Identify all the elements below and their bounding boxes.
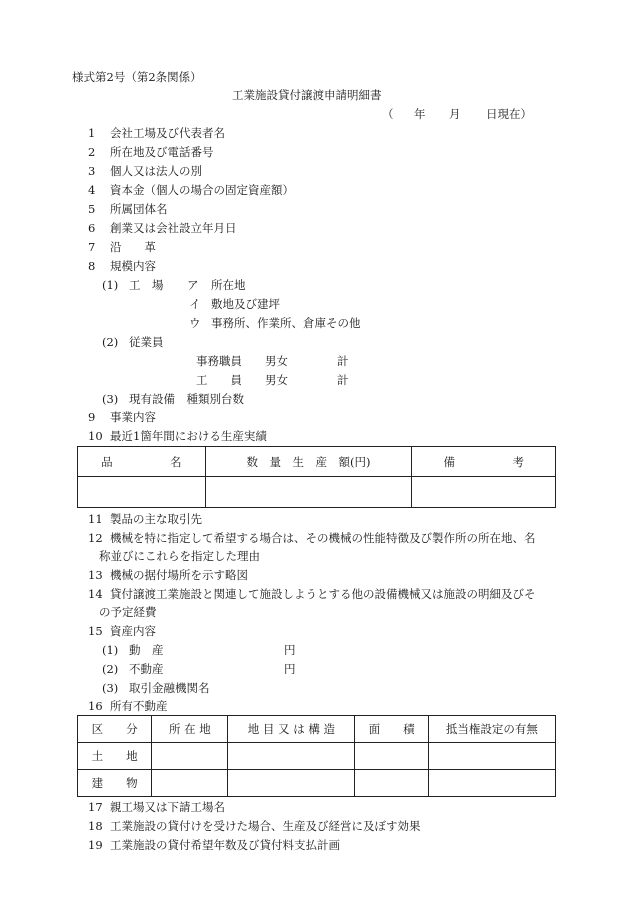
workers-gender: 男女 <box>265 373 288 387</box>
item-1: 1 会社工場及び代表者名 <box>88 126 225 140</box>
property-row-label: 建 物 <box>78 770 152 797</box>
item-17: 17 親工場又は下請工場名 <box>88 800 225 814</box>
scale-sub3-num: (3) <box>102 392 119 406</box>
item-4: 4 資本金（個人の場合の固定資産額） <box>88 183 294 197</box>
office-staff-gender: 男女 <box>265 354 288 368</box>
production-header-row <box>78 447 556 477</box>
item-16: 16 所有不動産 <box>88 699 168 713</box>
item-8: 8 規模内容 <box>88 259 156 273</box>
date-year: 年 <box>414 107 426 121</box>
item-18: 18 工業施設の貸付けを受けた場合、生産及び経営に及ぼす効果 <box>88 819 421 833</box>
item-12-continuation: 称並びにこれらを指定した理由 <box>99 549 260 563</box>
property-header-mortgage: 抵当権設定の有無 <box>428 716 555 743</box>
date-paren-open: （ <box>382 107 394 121</box>
scale-sub1-num: (1) <box>102 278 119 292</box>
asset-sub2-num: (2) <box>102 662 119 676</box>
property-cell-location[interactable] <box>152 743 228 770</box>
date-suffix: 日現在） <box>486 107 532 121</box>
scale-u-text: 事務所、作業所、倉庫その他 <box>211 316 361 330</box>
scale-sub1-label: 工 場 <box>129 278 164 292</box>
production-header-remarks: 備 考 <box>412 447 556 477</box>
property-row-label: 土 地 <box>78 743 152 770</box>
production-table <box>77 446 556 508</box>
item-12: 12 機械を特に指定して希望する場合は、その機械の性能特徴及び製作所の所在地、名 <box>88 531 536 545</box>
item-5: 5 所属団体名 <box>88 202 168 216</box>
property-header-area: 面 積 <box>355 716 428 743</box>
property-cell-structure[interactable] <box>228 743 355 770</box>
property-cell-mortgage[interactable] <box>428 770 555 797</box>
item-14: 14 貸付譲渡工業施設と関連して施設しようとする他の設備機械又は施設の明細及びそ <box>88 587 536 601</box>
production-cell-remarks[interactable] <box>412 477 556 508</box>
property-cell-location[interactable] <box>152 770 228 797</box>
workers-label: 工 員 <box>196 373 242 387</box>
asset-sub3-num: (3) <box>102 681 119 695</box>
workers-total: 計 <box>337 373 349 387</box>
item-15: 15 資産内容 <box>88 624 156 638</box>
production-cell-quantity[interactable] <box>205 477 412 508</box>
property-header-category: 区 分 <box>78 716 152 743</box>
production-header-item: 品 名 <box>78 447 206 477</box>
property-cell-area[interactable] <box>355 770 428 797</box>
property-header-location: 所 在 地 <box>152 716 228 743</box>
property-cell-structure[interactable] <box>228 770 355 797</box>
production-data-row <box>78 477 556 508</box>
asset-sub3-text: 取引金融機関名 <box>129 681 210 695</box>
item-9: 9 事業内容 <box>88 410 156 424</box>
scale-a-text: 所在地 <box>211 278 246 292</box>
scale-a-kana: ア <box>187 278 199 292</box>
property-cell-mortgage[interactable] <box>428 743 555 770</box>
item-10: 10 最近1箇年間における生産実績 <box>88 429 267 443</box>
property-row-building <box>78 770 556 797</box>
item-2: 2 所在地及び電話番号 <box>88 145 214 159</box>
date-month: 月 <box>449 107 461 121</box>
property-table <box>77 715 556 797</box>
property-header-structure: 地 目 又 は 構 造 <box>228 716 355 743</box>
asset-sub2-yen: 円 <box>284 662 296 676</box>
item-14-continuation: の予定経費 <box>99 605 157 619</box>
production-header-quantity: 数 量 生 産 額(円) <box>205 447 412 477</box>
item-11: 11 製品の主な取引先 <box>88 512 202 526</box>
asset-sub1-num: (1) <box>102 643 119 657</box>
property-cell-area[interactable] <box>355 743 428 770</box>
item-3: 3 個人又は法人の別 <box>88 164 202 178</box>
item-6: 6 創業又は会社設立年月日 <box>88 221 237 235</box>
scale-i-text: 敷地及び建坪 <box>211 297 280 311</box>
item-19: 19 工業施設の貸付希望年数及び貸付料支払計画 <box>88 838 340 852</box>
asset-sub1-yen: 円 <box>284 643 296 657</box>
property-header-row <box>78 716 556 743</box>
office-staff-total: 計 <box>337 354 349 368</box>
scale-u-kana: ウ <box>189 316 201 330</box>
asset-sub2-text: 不動産 <box>129 662 164 676</box>
item-7: 7 沿 革 <box>88 240 156 254</box>
office-staff-label: 事務職員 <box>196 354 242 368</box>
scale-sub2-num: (2) <box>102 335 119 349</box>
property-row-land <box>78 743 556 770</box>
form-number: 様式第2号（第2条関係） <box>72 70 202 84</box>
scale-i-kana: イ <box>189 297 201 311</box>
document-title: 工業施設貸付譲渡申請明細書 <box>232 88 382 102</box>
scale-sub3-text: 現有設備 種類別台数 <box>129 392 244 406</box>
production-cell-item[interactable] <box>78 477 206 508</box>
scale-sub2-label: 従業員 <box>129 335 164 349</box>
item-13: 13 機械の据付場所を示す略図 <box>88 568 248 582</box>
asset-sub1-text: 動 産 <box>129 643 164 657</box>
